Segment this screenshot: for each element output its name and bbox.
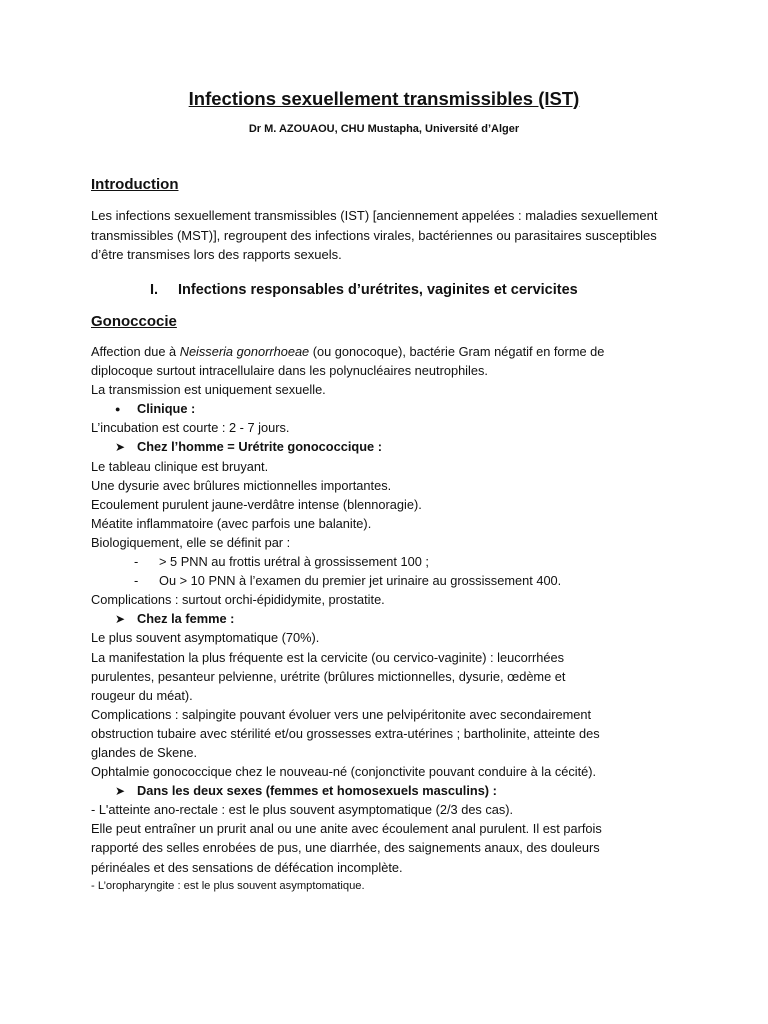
- text-line: Complications : surtout orchi-épididymite, prostatite.: [91, 592, 385, 608]
- gonococcie-heading: Gonoccocie: [91, 313, 177, 330]
- section-heading: [150, 282, 578, 298]
- arrow-bullet-icon: ➤: [115, 784, 126, 799]
- text-line: Ecoulement purulent jaune-verdâtre intense (blennoragie).: [91, 496, 422, 512]
- text-span: (ou gonocoque), bactérie Gram négatif en forme de: [309, 344, 605, 359]
- text-line: Le plus souvent asymptomatique (70%).: [91, 630, 320, 646]
- list-item-text: Ou > 10 PNN à l’examen du premier jet urinaire au grossissement 400.: [159, 573, 562, 589]
- text-line: Biologiquement, elle se définit par :: [91, 534, 291, 550]
- text-line: rapporté des selles enrobées de pus, une diarrhée, des saignements anaux, des douleurs: [91, 840, 600, 856]
- text-line: - L’oropharyngite : est le plus souvent asymptomatique.: [91, 879, 365, 892]
- bullet-icon: ●: [115, 404, 121, 415]
- text-line: glandes de Skene.: [91, 744, 198, 760]
- species-name: Neisseria gonorrhoeae: [179, 344, 310, 359]
- text-line: La transmission est uniquement sexuelle.: [91, 382, 326, 398]
- dash-icon: -: [134, 554, 139, 570]
- subheading-label: Chez l’homme = Urétrite gonococcique :: [137, 439, 382, 455]
- femme-subheading: [91, 609, 691, 628]
- text-line: rougeur du méat).: [91, 687, 193, 703]
- subheading-label: Dans les deux sexes (femmes et homosexuels masculins) :: [137, 783, 497, 799]
- text-line: Méatite inflammatoire (avec parfois une balanite).: [91, 515, 372, 531]
- section-title: Infections responsables d’urétrites, vaginites et cervicites: [178, 282, 578, 298]
- list-item-text: > 5 PNN au frottis urétral à grossissement 100 ;: [159, 554, 429, 570]
- section-number: I.: [150, 282, 159, 298]
- arrow-bullet-icon: ➤: [115, 440, 126, 455]
- text-line: purulentes, pesanteur pelvienne, urétrite (brûlures mictionnelles, dysurie, œdème et: [91, 668, 566, 684]
- text-line: L’incubation est courte : 2 - 7 jours.: [91, 420, 290, 436]
- text-line: Elle peut entraîner un prurit anal ou une anite avec écoulement anal purulent. Il est parfois: [91, 821, 602, 837]
- text-line: Complications : salpingite pouvant évoluer vers une pelvipéritonite avec secondairement: [91, 706, 592, 722]
- introduction-paragraph: Les infections sexuellement transmissibles (IST) [anciennement appelées : maladies sexuellement transmissibles (MST)], regroupent des infections virales, bactériennes ou parasitaires susceptibles d’être transmises lors des rapports sexuels.: [91, 208, 658, 262]
- text-line: La manifestation la plus fréquente est la cervicite (ou cervico-vaginite) : leucorrhées: [91, 649, 565, 665]
- subheading-label: Chez la femme :: [137, 611, 235, 627]
- text-line: Le tableau clinique est bruyant.: [91, 458, 269, 474]
- document-title: Infections sexuellement transmissibles (IST): [188, 88, 580, 109]
- gonococcie-body: [91, 342, 691, 896]
- arrow-bullet-icon: ➤: [115, 612, 126, 627]
- text-line: [91, 342, 691, 361]
- clinique-bullet: [91, 399, 691, 418]
- text-line: Ophtalmie gonococcique chez le nouveau-né (conjonctivite pouvant conduire à la cécité).: [91, 764, 597, 780]
- list-item: [91, 571, 691, 590]
- text-line: Une dysurie avec brûlures mictionnelles importantes.: [91, 477, 392, 493]
- text-line: diplocoque surtout intracellulaire dans les polynucléaires neutrophiles.: [91, 363, 488, 379]
- bullet-label: Clinique :: [137, 401, 196, 417]
- deux-sexes-subheading: [91, 781, 691, 800]
- introduction-heading: Introduction: [91, 176, 179, 193]
- text-line: - L'atteinte ano-rectale : est le plus souvent asymptomatique (2/3 des cas).: [91, 802, 514, 818]
- dash-icon: -: [134, 573, 139, 589]
- document-author: Dr M. AZOUAOU, CHU Mustapha, Université d’Alger: [248, 123, 520, 135]
- text-line: obstruction tubaire avec stérilité et/ou grossesses extra-utérines ; bartholinite, atteinte des: [91, 725, 600, 741]
- homme-subheading: [91, 437, 691, 456]
- text-span: Affection due à: [91, 344, 180, 359]
- text-line: périnéales et des sensations de défécation incomplète.: [91, 859, 403, 875]
- list-item: [91, 552, 691, 571]
